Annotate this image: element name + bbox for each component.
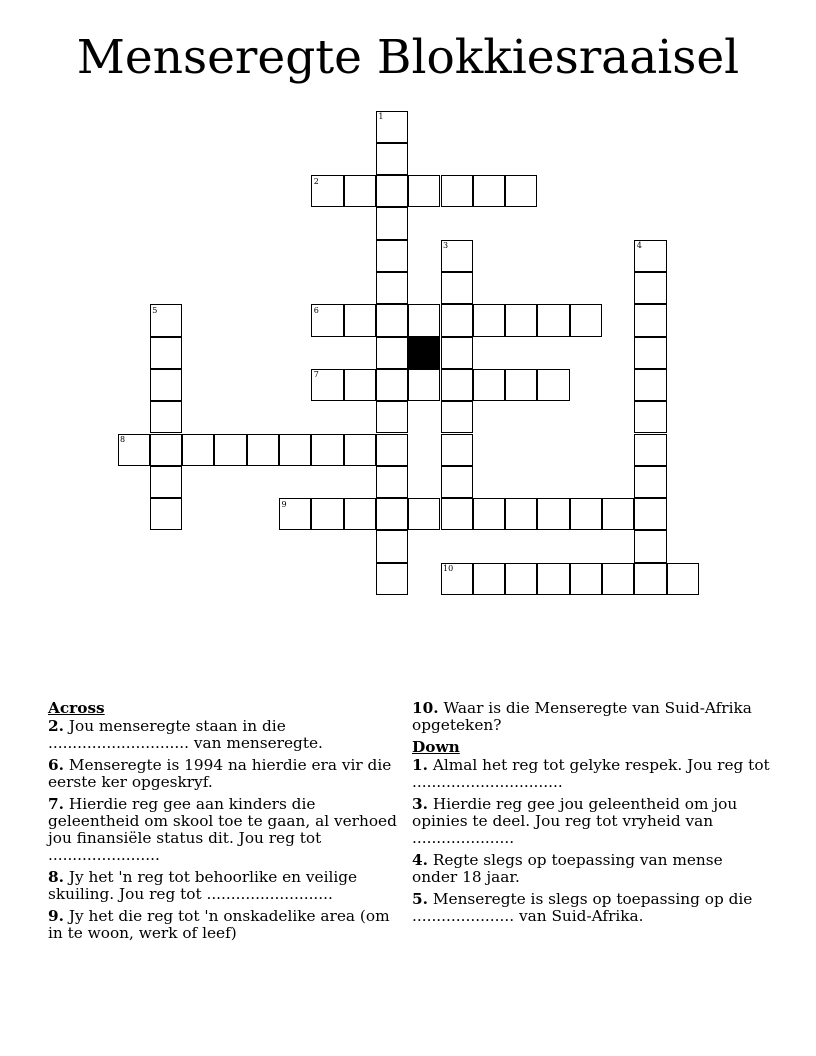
- grid-cell[interactable]: [634, 272, 666, 304]
- grid-cell[interactable]: [441, 272, 473, 304]
- across-clue: [48, 908, 408, 942]
- grid-cell[interactable]: [441, 466, 473, 498]
- grid-cell[interactable]: [150, 434, 182, 466]
- clue-number: 2.: [48, 717, 64, 735]
- clue-number: 8.: [48, 868, 64, 886]
- grid-cell[interactable]: [505, 304, 537, 336]
- clue-number-8: 8: [120, 435, 126, 444]
- grid-cell[interactable]: [537, 563, 569, 595]
- clue-number: 4.: [412, 851, 428, 869]
- grid-cell[interactable]: [537, 304, 569, 336]
- grid-cell[interactable]: [473, 563, 505, 595]
- clue-text: Hierdie reg gee jou geleentheid om jou opinies te deel. Jou reg tot vryheid van .....................: [412, 795, 738, 847]
- across-clue: [412, 700, 772, 734]
- grid-cell[interactable]: [634, 304, 666, 336]
- grid-cell[interactable]: [634, 563, 666, 595]
- grid-cell[interactable]: [441, 498, 473, 530]
- grid-cell[interactable]: [441, 304, 473, 336]
- puzzle-title: Menseregte Blokkiesraaisel: [76, 30, 740, 85]
- grid-cell[interactable]: [376, 240, 408, 272]
- clue-number: 7.: [48, 795, 64, 813]
- grid-cell[interactable]: [570, 498, 602, 530]
- grid-cell[interactable]: [505, 175, 537, 207]
- down-clue: [412, 757, 772, 791]
- clue-text: Jou menseregte staan in die ............................. van menseregte.: [48, 717, 323, 752]
- grid-cell[interactable]: [376, 434, 408, 466]
- grid-cell[interactable]: [505, 498, 537, 530]
- grid-cell[interactable]: [505, 563, 537, 595]
- grid-cell[interactable]: [602, 498, 634, 530]
- clues-column-right: [412, 700, 772, 930]
- clue-number: 1.: [412, 756, 428, 774]
- grid-cell[interactable]: [408, 304, 440, 336]
- grid-cell[interactable]: [150, 498, 182, 530]
- grid-cell[interactable]: [344, 434, 376, 466]
- clue-text: Menseregte is slegs op toepassing op die ..................... van Suid-Afrika.: [412, 890, 753, 925]
- across-clue: [48, 757, 408, 791]
- clue-number: 3.: [412, 795, 428, 813]
- grid-cell[interactable]: [441, 434, 473, 466]
- grid-cell[interactable]: [634, 498, 666, 530]
- grid-cell[interactable]: [376, 530, 408, 562]
- grid-cell[interactable]: [376, 401, 408, 433]
- clue-text: Menseregte is 1994 na hierdie era vir die eerste ker opgeskryf.: [48, 756, 392, 791]
- grid-cell[interactable]: [376, 498, 408, 530]
- grid-cell[interactable]: [441, 369, 473, 401]
- grid-cell[interactable]: [376, 207, 408, 239]
- clue-text: Jy het 'n reg tot behoorlike en veilige skuiling. Jou reg tot ..........................: [48, 868, 358, 903]
- grid-cell[interactable]: [667, 563, 699, 595]
- clue-text: Almal het reg tot gelyke respek. Jou reg tot ...............................: [412, 756, 770, 791]
- clue-number-3: 3: [443, 241, 449, 251]
- clue-number-5: 5: [152, 305, 158, 315]
- grid-cell[interactable]: [473, 175, 505, 207]
- grid-cell[interactable]: [376, 466, 408, 498]
- down-heading: Down: [412, 738, 460, 756]
- clue-number: 5.: [412, 890, 428, 908]
- clue-number-10: 10: [443, 564, 454, 574]
- grid-cell[interactable]: [279, 434, 311, 466]
- grid-cell[interactable]: [344, 175, 376, 207]
- grid-cell[interactable]: [150, 337, 182, 369]
- grid-cell[interactable]: [634, 401, 666, 433]
- clue-number-1: 1: [378, 112, 384, 121]
- grid-cell[interactable]: [570, 304, 602, 336]
- down-clue: [412, 891, 772, 925]
- grid-cell[interactable]: [473, 369, 505, 401]
- grid-cell[interactable]: [344, 498, 376, 530]
- across-clue: [48, 869, 408, 903]
- grid-cell[interactable]: [473, 498, 505, 530]
- clue-number-2: 2: [313, 176, 319, 186]
- grid-cell[interactable]: [408, 369, 440, 401]
- grid-cell[interactable]: [408, 175, 440, 207]
- grid-cell[interactable]: [311, 498, 343, 530]
- across-clue: [48, 796, 408, 864]
- grid-cell[interactable]: [376, 369, 408, 401]
- grid-cell[interactable]: [150, 466, 182, 498]
- clue-text: Jy het die reg tot 'n onskadelike area (om in te woon, werk of leef): [48, 907, 390, 942]
- grid-cell[interactable]: [376, 175, 408, 207]
- grid-cell[interactable]: [634, 530, 666, 562]
- black-cell: [408, 337, 440, 369]
- grid-cell[interactable]: [344, 369, 376, 401]
- grid-cell[interactable]: [376, 337, 408, 369]
- grid-cell[interactable]: [182, 434, 214, 466]
- grid-cell[interactable]: [247, 434, 279, 466]
- grid-cell[interactable]: [634, 369, 666, 401]
- grid-cell[interactable]: [376, 563, 408, 595]
- clue-text: Regte slegs op toepassing van mense onder 18 jaar.: [412, 851, 723, 886]
- grid-cell[interactable]: [634, 466, 666, 498]
- clue-number: 6.: [48, 756, 64, 774]
- down-clue: [412, 852, 772, 886]
- grid-cell[interactable]: [537, 498, 569, 530]
- across-heading: Across: [48, 699, 105, 717]
- grid-cell[interactable]: [602, 563, 634, 595]
- clues-column-left: [48, 700, 408, 947]
- grid-cell[interactable]: [150, 401, 182, 433]
- grid-cell[interactable]: [473, 304, 505, 336]
- grid-cell[interactable]: [376, 304, 408, 336]
- grid-cell[interactable]: [376, 272, 408, 304]
- down-clue: [412, 796, 772, 847]
- grid-cell[interactable]: [441, 175, 473, 207]
- grid-cell[interactable]: [634, 337, 666, 369]
- across-clue: [48, 718, 408, 752]
- grid-cell[interactable]: [634, 434, 666, 466]
- clue-text: Waar is die Menseregte van Suid-Afrika opgeteken?: [412, 699, 752, 734]
- grid-cell[interactable]: [537, 369, 569, 401]
- clue-number-6: 6: [313, 305, 319, 315]
- grid-cell[interactable]: [311, 434, 343, 466]
- grid-cell[interactable]: [150, 369, 182, 401]
- grid-cell[interactable]: [570, 563, 602, 595]
- grid-cell[interactable]: [376, 143, 408, 175]
- grid-cell[interactable]: [214, 434, 246, 466]
- clue-number: 9.: [48, 907, 64, 925]
- clue-text: Hierdie reg gee aan kinders die geleentheid om skool toe te gaan, al verhoed jou finansiële status dit. Jou reg tot .......................: [48, 795, 397, 864]
- clue-number-7: 7: [313, 370, 319, 380]
- grid-cell[interactable]: [344, 304, 376, 336]
- grid-cell[interactable]: [408, 498, 440, 530]
- grid-cell[interactable]: [441, 337, 473, 369]
- grid-cell[interactable]: [441, 401, 473, 433]
- clue-number-9: 9: [281, 499, 287, 509]
- grid-cell[interactable]: [505, 369, 537, 401]
- clue-number: 10.: [412, 699, 439, 717]
- clue-number-4: 4: [636, 241, 642, 251]
